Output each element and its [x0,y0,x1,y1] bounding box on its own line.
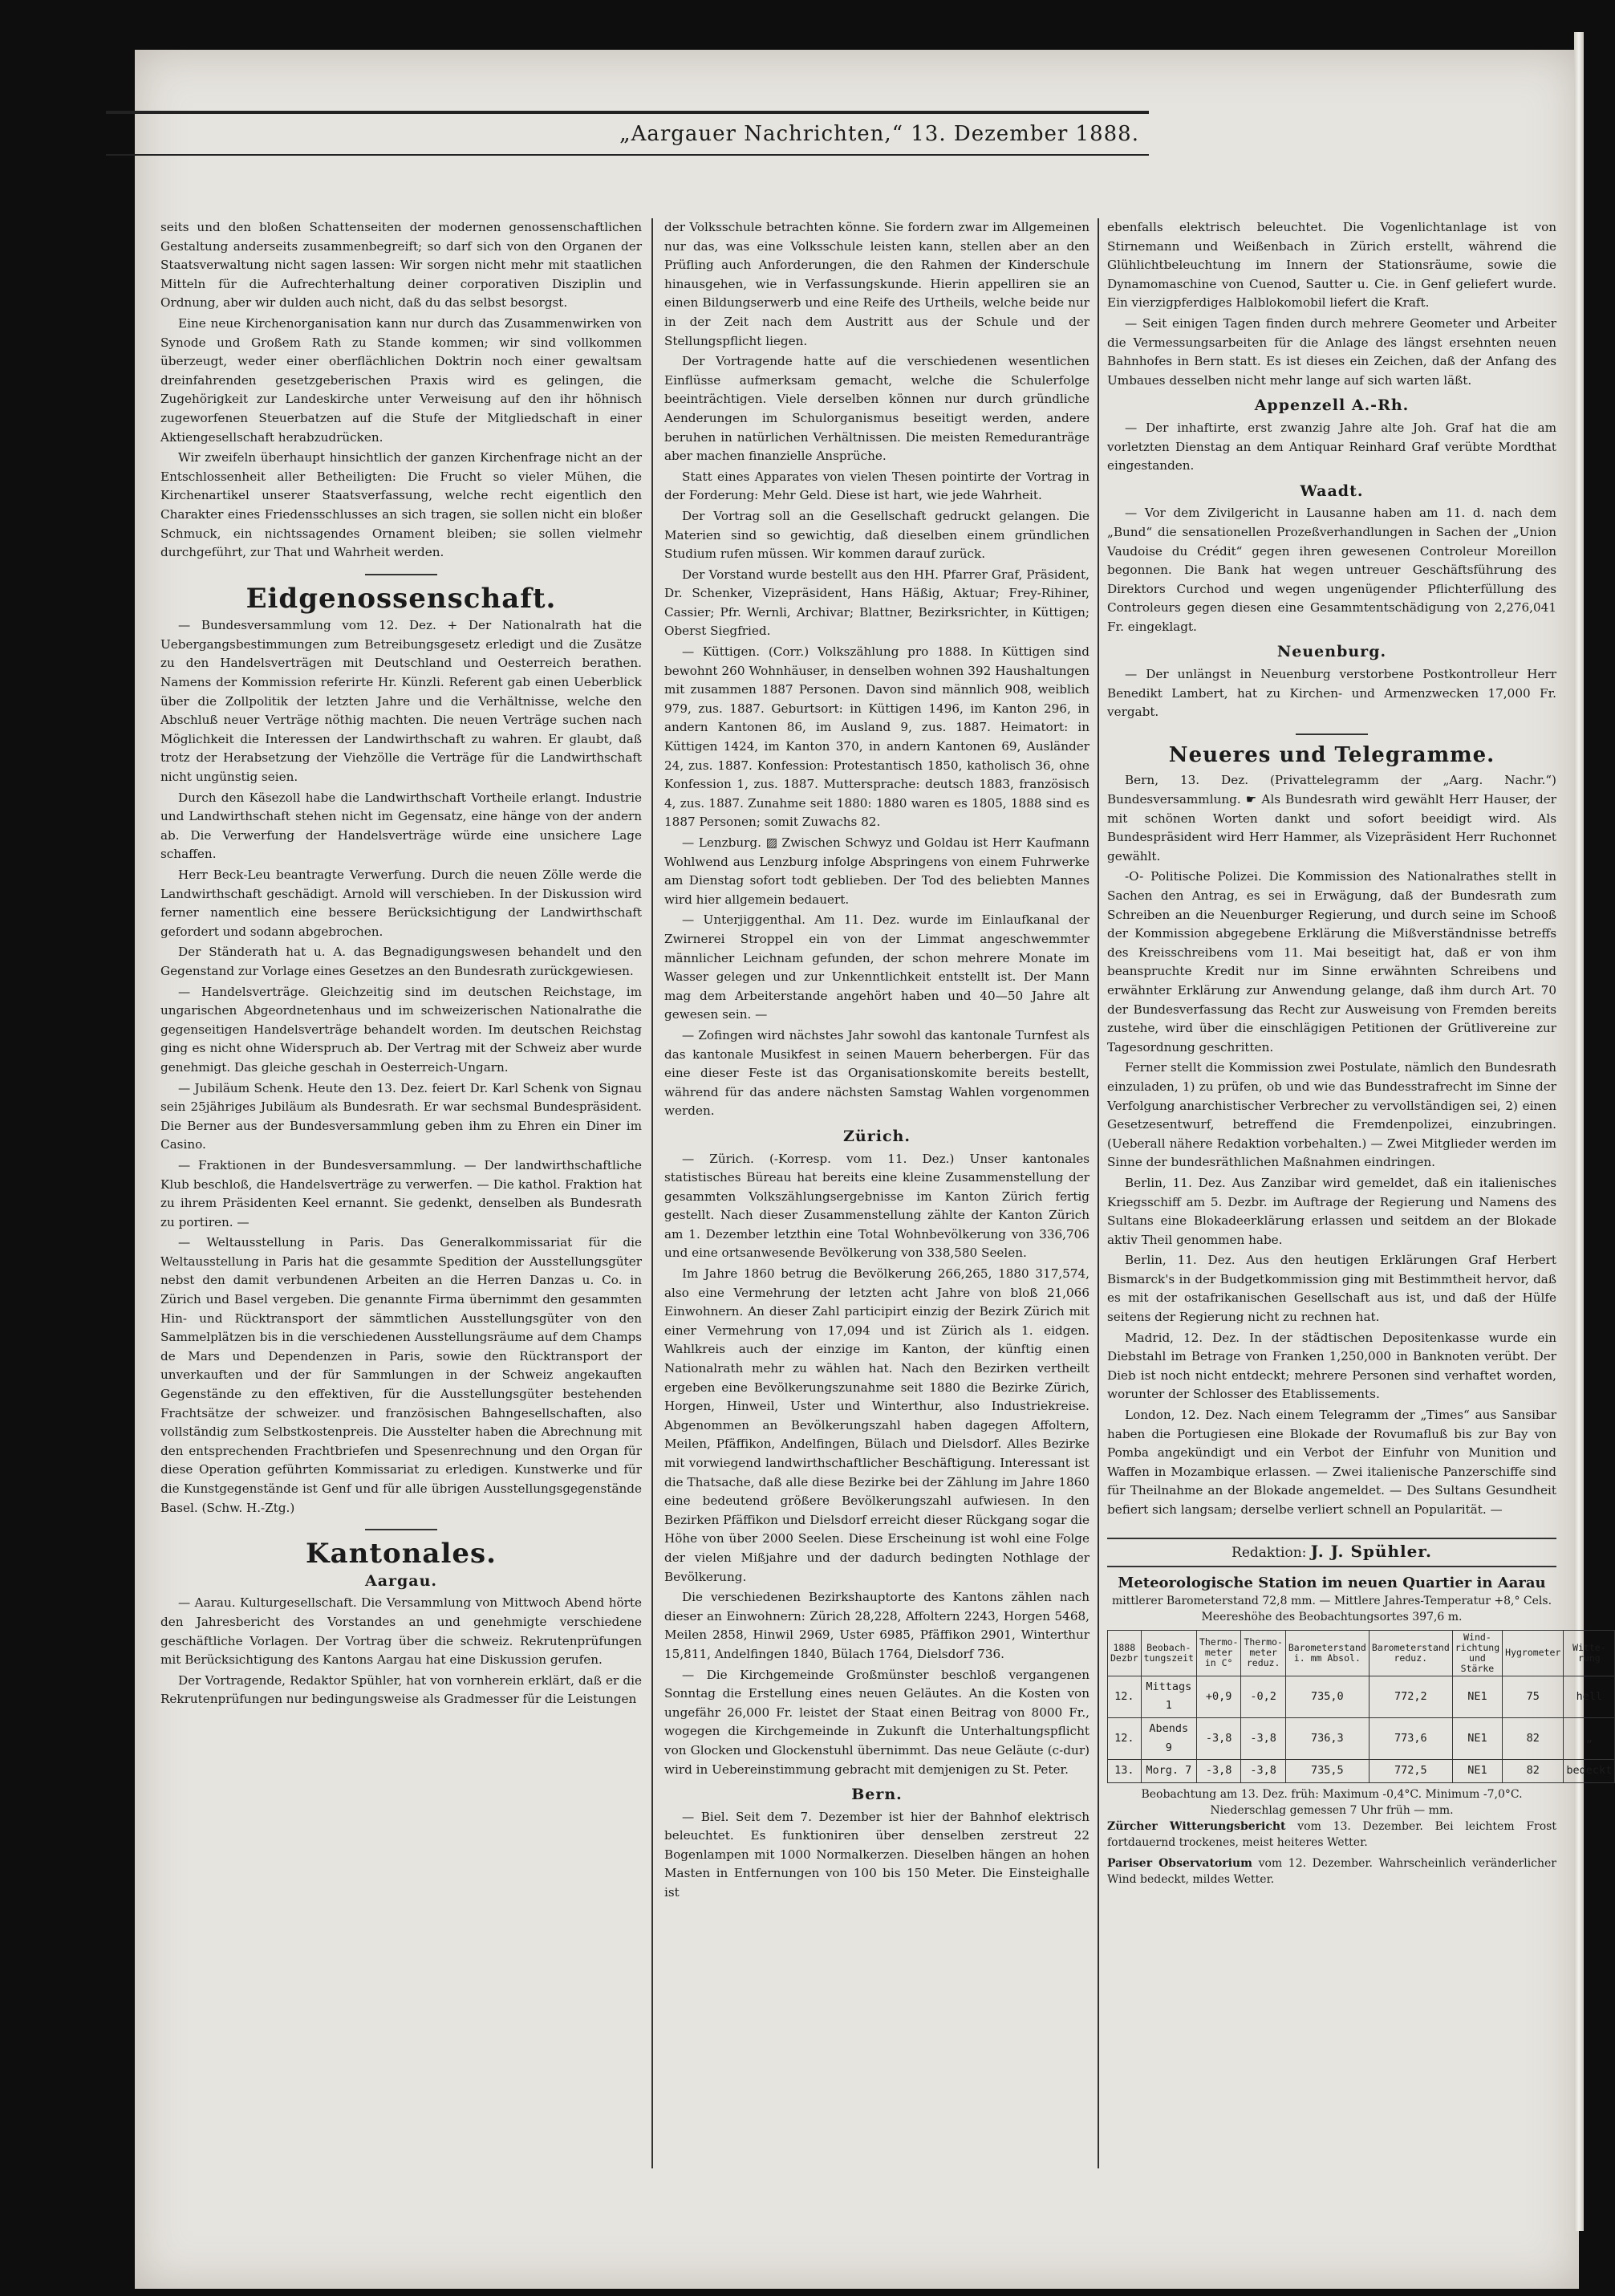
zurich-weather-report [1107,1819,1556,1851]
weather-header-cell: Barometerstand reduz. [1369,1630,1452,1676]
divider [365,1529,437,1530]
table-cell: 13. [1108,1760,1142,1783]
table-cell: 82 [1503,1760,1564,1783]
article-paragraph: — Weltausstellung in Paris. Das Generalkommissariat für die Weltausstellung in Paris hat die gesammte Spedition der Ausstellungsgüter nebst den damit verbundenen Arbeiten an die Herren Danzas u. Co. in Zürich und Basel vergeben. Die genannte Firma übernimmt den gesammten Hin- und Rücktransport der sämmtlichen Ausstellungsgüter von den Sammelplätzen bis in die verschiedenen Ausstellungsräume auf dem Champs de Mars und Dependenzen in Paris, sowie den Rücktransport der unverkauften und der für Sammlungen in der Schweiz angekauften Gegenstände zu den effektiven, für die Ausstellungsgüter bestehenden Frachtsätze der schweizer. und französischen Bahngesellschaften, also vollständig zum Selbstkostenpreis. Die Ausstelter haben die Abrechnung mit den entsprechenden Frachtbriefen und Spesenrechnung und den Organ für diese Operation geführten Kommissariat zu erledigen. Kunstwerke und für die Kunstgegenstände ist Genf und für alle übrigen Ausstellungsgegenstände Basel. (Schw. H.-Ztg.) [160,1235,642,1515]
article-paragraph: Der Vortragende, Redaktor Spühler, hat von vornherein erklärt, daß er die Rekrutenprüfungen nur bedingungsweise als Gradmesser für die Leistungen [160,1672,642,1707]
weather-header-cell: Hygrometer [1503,1630,1564,1676]
paris-observatory-report [1107,1855,1556,1888]
weather-table [1107,1630,1615,1783]
article-paragraph: — Bundesversammlung vom 12. Dez. + Der Nationalrath hat die Uebergangsbestimmungen zum Betreibungsgesetz erledigt und die Zusätze zu den Handelsverträgen mit Deutschland und Oesterreich berathen. Namens der Kommission referirte Hr. Künzli. Referent gab einen Ueberblick über die Zollpolitik der letzten Jahre und die Verhältnisse, welche den Abschluß neuer Verträge nöthig machten. Die neuen Verträge suchen nach Möglichkeit die Interessen der Landwirthschaft zu wahren. Er glaubt, daß trotz der Herabsetzung der Viehzölle die Verträge für die Landwirthschaft nicht ungünstig seien. [160,618,642,785]
article-paragraph: Eine neue Kirchenorganisation kann nur durch das Zusammenwirken von Synode und Großem Rath zu Stande kommen; wir sind vollkommen überzeugt, weder einer oberflächlichen Doktrin noch einer gewaltsam dreinfahrenden gesetzgeberischen Praxis wird es gelingen, die Zugehörigkeit zur Landeskirche unter Verweisung auf den ihr höhnisch zugeworfenen Steuerbatzen auf die Stufe der Mitgliedschaft in einer Aktiengesellschaft herabzudrücken. [160,315,642,445]
zurich-weather-text: vom 13. Dezember. Bei leichtem Frost fortdauernd trockenes, meist heiteres Wetter. [1107,1819,1556,1849]
article-paragraph: — Die Kirchgemeinde Großmünster beschloß vergangenen Sonntag die Erstellung eines neuen Geläutes. An die Kosten von ungefähr 26,000 Fr. leistet der Staat einen Beitrag von 8000 Fr., wogegen die Kirchgemeinde in Zukunft die Unterhaltungspflicht von Glocken und Glockenstuhl übernimmt. Das neue Geläute (c-dur) wird in Uebereinstimmung gebracht mit demjenigen zu St. Peter. [664,1667,1090,1777]
article-paragraph: London, 12. Dez. Nach einem Telegramm der „Times“ aus Sansibar haben die Portugiesen eine Blokade der Rovumafluß bis zur Bay von Pomba angekündigt und ein Verbot der Einfuhr von Munition und Waffen in Mozambique erlassen. — Zwei italienische Panzerschiffe sind für Theilnahme an der Blokade angemeldet. — Des Sultans Gesundheit befiert sich langsam; derselbe verliert schnell an Popularität. — [1107,1408,1556,1517]
table-cell: 12. [1108,1676,1142,1717]
table-cell: Mittags 1 [1141,1676,1196,1717]
article-paragraph: — Der unlängst in Neuenburg verstorbene Postkontrolleur Herr Benedikt Lambert, hat zu Kirchen- und Armenzwecken 17,000 Fr. vergabt. [1107,667,1556,720]
table-cell: -0,2 [1241,1676,1285,1717]
table-cell: NE1 [1452,1676,1502,1717]
divider [365,574,437,575]
table-cell: 772,2 [1369,1676,1452,1717]
column-rule [1098,218,1099,2168]
table-cell: Morg. 7 [1141,1760,1196,1783]
section-heading-kantonales: Kantonales. [306,1538,497,1571]
weather-extremes: Beobachtung am 13. Dez. früh: Maximum -0,4°C. Minimum -7,0°C. [1141,1787,1523,1801]
article-paragraph: Bern, 13. Dez. (Privattelegramm der „Aarg. Nachr.“) Bundesversammlung. ☛ Als Bundesrath wird gewählt Herr Hauser, der mit schönen Worten dankt und sofort beeidigt wird. Als Bundespräsident wird Herr Hammer, als Vizepräsident Herr Ruchonnet gewählt. [1107,773,1556,864]
article-paragraph: Madrid, 12. Dez. In der städtischen Depositenkasse wurde ein Diebstahl im Betrage von Franken 1,250,000 in Banknoten verübt. Der Dieb ist noch nicht entdeckt; mehrere Personen sind verhaftet worden, worunter der Schlosser des Etablissements. [1107,1330,1556,1402]
article-paragraph: Durch den Käsezoll habe die Landwirthschaft Vortheile erlangt. Industrie und Landwirthschaft stehen nicht im Gegensatz, eine hänge von der andern ab. Die Verwerfung der Handelsverträge würde eine unsichere Lage schaffen. [160,790,642,862]
article-paragraph: — Vor dem Zivilgericht in Lausanne haben am 11. d. nach dem „Bund“ die sensationellen Prozeßverhandlungen in Sachen der „Union Vaudoise du Crédit“ gegen ihren gewesenen Controleur Moreillon begonnen. Die Bank hat wegen untreuer Geschäftsführung des Direktors Curchod und wegen ungenügender Pflichterfüllung des Controleurs gegen diesen eine Gesammtentschädigung von 2,276,041 Fr. eingeklagt. [1107,506,1556,634]
article-paragraph: Statt eines Apparates von vielen Thesen pointirte der Vortrag in der Forderung: Mehr Geld. Diese ist hart, wie jede Wahrheit. [664,469,1090,503]
article-paragraph: — Zofingen wird nächstes Jahr sowohl das kantonale Turnfest als das kantonale Musikfest in seinen Mauern beherbergen. Für das eine dieser Feste ist das Organisationskomite bereits bestellt, während für das andere nächsten Samstag Wahlen vorgenommen werden. [664,1027,1090,1119]
table-cell: 735,0 [1285,1676,1369,1717]
table-cell: 773,6 [1369,1717,1452,1759]
table-cell: Abends 9 [1141,1717,1196,1759]
table-cell: 772,5 [1369,1760,1452,1783]
table-row [1108,1717,1615,1759]
section-heading-neueres: Neueres und Telegramme. [1168,742,1495,767]
table-cell: NE1 [1452,1717,1502,1759]
section-heading-eidgenossenschaft: Eidgenossenschaft. [245,582,557,615]
article-paragraph: — Handelsverträge. Gleichzeitig sind im deutschen Reichstage, im ungarischen Abgeordnetenhaus und im schweizerischen Nationalrathe die gegenseitigen Handelsverträge behandelt worden. Im deutschen Reichstag ging es nicht ohne Widerspruch ab. Der Vertrag mit der Schweiz aber wurde genehmigt. Das gleiche geschah in Oesterreich-Ungarn. [160,984,642,1075]
editor-name: J. J. Spühler. [1310,1541,1432,1561]
article-paragraph: Der Vortrag soll an die Gesellschaft gedruckt gelangen. Die Materien sind so gewichtig, daß dieselben einem gründlichen Studium rufen müssen. Wir kommen darauf zurück. [664,508,1090,562]
header-title: „Aargauer Nachrichten,“ 13. Dezember 1888. [619,122,1139,146]
subheading-neuenburg: Neuenburg. [1276,643,1387,661]
article-paragraph: Berlin, 11. Dez. Aus den heutigen Erklärungen Graf Herbert Bismarck's in der Budgetkommission ging mit Bestimmtheit hervor, daß es mit der ostafrikanischen Gesellschaft aus ist, und daß der Hülfe seitens der Regierung nicht zu rechnen hat. [1107,1253,1556,1325]
weather-header-cell: Witte-rung [1564,1630,1615,1676]
divider [1296,734,1368,735]
article-paragraph: — Zürich. (-Korresp. vom 11. Dez.) Unser kantonales statistisches Büreau hat bereits eine kleine Zusammenstellung der gesammten Volkszählungsergebnisse im Kanton Zürich fertig gestellt. Nach dieser Zusammenstellung zählte der Kanton Zürich am 1. Dezember letzthin eine Total Wohnbevölkerung von 336,706 und eine ortsanwesende Bevölkerung von 338,580 Seelen. [664,1151,1090,1261]
table-cell: -3,8 [1196,1717,1240,1759]
column-rule [651,218,653,2168]
weather-note [1107,1786,1556,1819]
weather-station-summary: mittlerer Barometerstand 72,8 mm. — Mittlere Jahres-Temperatur +8,° Cels. [1111,1594,1552,1607]
table-cell: hell [1564,1676,1615,1717]
subheading-zuerich: Zürich. [843,1127,911,1145]
column-1 [160,218,642,1711]
subheading-waadt: Waadt. [1300,482,1364,500]
column-2 [664,218,1090,1904]
table-cell: -3,8 [1241,1760,1285,1783]
article-paragraph: — Biel. Seit dem 7. Dezember ist hier der Bahnhof elektrisch beleuchtet. Es funktioniren über denselben zerstreut 22 Bogenlampen mit 1000 Normalkerzen. Dieselben hängen an hohen Masten in Entfernungen von 100 bis 150 Meter. Die Einsteighalle ist [664,1809,1090,1900]
article-paragraph: ebenfalls elektrisch beleuchtet. Die Vogenlichtanlage ist von Stirnemann und Weißenbach in Zürich erstellt, während die Glühlichtbeleuchtung im Innern der Stationsräume, sowie die Dynamomaschine von Cuenod, Sautter u. Cie. in Genf geliefert wurde. Ein vierzigpferdiges Halblokomobil liefert die Kraft. [1107,220,1556,311]
table-row [1108,1760,1615,1783]
editor-label: Redaktion: [1232,1544,1307,1561]
table-cell: +0,9 [1196,1676,1240,1717]
subheading-aargau: Aargau. [364,1571,438,1590]
article-paragraph: -O- Politische Polizei. Die Kommission des Nationalrathes stellt in Sachen den Antrag, es sei in Erwägung, daß der Bundesrath zum Schreiben an die Neuenburger Regierung, und durch seine im Schooß der Kommission abgegebene Erklärung die Mißverständnisse betreffs des Kreisschreibens vom 11. Mai beseitigt hat, daß er von ihm beanspruchte Kredit nur im Sinne erwähnten Schreibens und erwähnter Erklärung zur Anwendung gelange, daß ihm durch Art. 70 der Bundesverfassung das Recht zur Ausweisung von Fremden bereits zustehe, wird über die einschlägigen Petitionen der Grütlivereine zur Tagesordnung geschritten. [1107,869,1556,1055]
table-cell: NE1 [1452,1760,1502,1783]
table-cell: 735,5 [1285,1760,1369,1783]
table-cell: bedeckt [1564,1760,1615,1783]
article-paragraph: Wir zweifeln überhaupt hinsichtlich der ganzen Kirchenfrage nicht an der Entschlossenheit aller Betheiligten: Die Frucht so vieler Mühen, die Kirchenartikel unserer Staatsverfassung, welche recht eigentlich den Charakter eines Friedensschlusses an sich tragen, sie sollen nicht ein bloßer Schmuck, ein nichtssagendes Ornament bleiben; sie sollen vielmehr durchgeführt, zur That und Wahrheit werden. [160,450,642,560]
article-paragraph: Der Ständerath hat u. A. das Begnadigungswesen behandelt und den Gegenstand zur Vorlage eines Gesetzes an den Bundesrath zurückgewiesen. [160,945,642,978]
table-cell: 75 [1503,1676,1564,1717]
article-paragraph: Herr Beck-Leu beantragte Verwerfung. Durch die neuen Zölle werde die Landwirthschaft geschädigt. Arnold will verschieben. In der Diskussion wird ferner namentlich eine bessere Berücksichtigung der Landwirthschaft gefordert und sodann abgebrochen. [160,868,642,939]
weather-station-title: Meteorologische Station im neuen Quartier in Aarau [1118,1575,1546,1592]
page-edge [1574,32,1584,2231]
weather-header-cell: Thermo-meter in C° [1196,1630,1240,1676]
article-paragraph: — Lenzburg. ▨ Zwischen Schwyz und Goldau ist Herr Kaufmann Wohlwend aus Lenzburg infolge Abspringens von einem Fuhrwerke am Dienstag sofort todt geblieben. Der Tod des beliebten Mannes wird hier allgemein bedauert. [664,835,1090,907]
subheading-bern: Bern. [851,1786,903,1804]
table-cell: -3,8 [1241,1717,1285,1759]
article-paragraph: Im Jahre 1860 betrug die Bevölkerung 266,265, 1880 317,574, also eine Vermehrung der letzten acht Jahre von bloß 21,066 Einwohnern. An dieser Zahl participirt einzig der Bezirk Zürich mit einer Vermehrung von 17,094 und ist Zürich als 1. eidgen. Wahlkreis auch der einzige im Kanton, der künftig einen Nationalrath mehr zu wählen hat. Nach den Bezirken vertheilt ergeben eine Bevölkerungszunahme seit 1880 die Bezirke Zürich, Horgen, Hinweil, Uster und Winterthur, also Industriekreise. Abgenommen an Bevölkerungszahl haben dagegen Affoltern, Meilen, Pfäffikon, Andelfingen, Bülach und Dielsdorf. Alles Bezirke mit vorwiegend landwirthschaftlicher Beschäftigung. Interessant ist die Thatsache, daß alle diese Bezirke bei der Zählung im Jahre 1860 eine bedeutend größere Bevölkerungszahl aufwiesen. In den Bezirken Pfäffikon und Dielsdorf erreicht dieser Rückgang sogar die Höhe von über 2000 Seelen. Diese Erscheinung ist wohl eine Folge der vielen Mißjahre und der dadurch bedingten Nothlage der Bevölkerung. [664,1266,1090,1584]
article-paragraph: — Aarau. Kulturgesellschaft. Die Versammlung von Mittwoch Abend hörte den Jahresbericht des Vorstandes an und genehmigte verschiedene geschäftliche Vorlagen. Der Vortrag über die schweiz. Rekrutenprüfungen mit Berücksichtigung des Kantons Aargau hat eine Diskussion gerufen. [160,1595,642,1668]
subheading-appenzell: Appenzell A.-Rh. [1254,396,1410,415]
table-row [1108,1676,1615,1717]
article-paragraph: Der Vortragende hatte auf die verschiedenen wesentlichen Einflüsse aufmerksam gemacht, welche die Schulerfolge beeinträchtigen. Viele derselben können nur durch gründliche Aenderungen im Schulorganismus beseitigt werden, andere beruhen in natürlichen Verhältnissen. Die meisten Remeduranträge aber machen finanzielle Ansprüche. [664,354,1090,464]
zurich-weather-title: Zürcher Witterungsbericht [1107,1819,1286,1833]
weather-header-cell: Thermo-meter reduz. [1241,1630,1285,1676]
newspaper-header [106,111,1149,156]
weather-header-cell: Barometerstand i. mm Absol. [1285,1630,1369,1676]
article-paragraph: — Der inhaftirte, erst zwanzig Jahre alte Joh. Graf hat die am vorletzten Dienstag an dem Antiquar Reinhard Graf verübte Mordthat eingestanden. [1107,420,1556,473]
article-paragraph: seits und den bloßen Schattenseiten der modernen genossenschaftlichen Gestaltung anderseits zusammenbegreift; so darf sich von den Organen der Staatsverwaltung nicht sagen lassen: Wir sorgen nicht mehr mit staatlichen Mitteln für die Aufrechterhaltung deiner corporativen Disziplin und Ordnung, aber wir dulden auch nicht, daß du das selbst besorgst. [160,220,642,311]
article-paragraph: — Küttigen. (Corr.) Volkszählung pro 1888. In Küttigen sind bewohnt 260 Wohnhäuser, in denselben wohnen 392 Haushaltungen mit zusammen 1887 Personen. Davon sind männlich 908, weiblich 979, zus. 1887. Geburtsort: in Küttigen 1496, im Kanton 296, in andern Kantonen 86, im Ausland 9, zus. 1887. Heimatort: in Küttigen 1424, im Kanton 370, in andern Kantonen 69, Ausländer 24, zus. 1887. Konfession: Protestantisch 1850, katholisch 36, ohne Konfession 1, zus. 1887. Muttersprache: deutsch 1883, französisch 4, zus. 1887. Zunahme seit 1880: 1880 waren es 1805, 1888 sind es 1887 Personen; somit Zuwachs 82. [664,644,1090,830]
article-paragraph: Ferner stellt die Kommission zwei Postulate, nämlich den Bundesrath einzuladen, 1) zu prüfen, ob und wie das Bundesstrafrecht im Sinne der Verfolgung anarchistischer Verbrecher zu vervollständigen sei, 2) einen Gesetzesentwurf, betreffend die Fremdenpolizei, einzubringen. (Ueberall nähere Redaktion vorbehalten.) — Zwei Mitglieder werden im Sinne der bundesräthlichen Maßnahmen eindringen. [1107,1060,1556,1170]
weather-header-cell: Beobach-tungszeit [1141,1630,1196,1676]
weather-station-altitude: Meereshöhe des Beobachtungsortes 397,6 m. [1201,1610,1463,1623]
weather-precipitation: Niederschlag gemessen 7 Uhr früh — mm. [1210,1803,1454,1817]
article-paragraph: — Jubiläum Schenk. Heute den 13. Dez. feiert Dr. Karl Schenk von Signau sein 25jähriges Jubiläum als Bundesrath. Er war sechsmal Bundespräsident. Die Berner aus der Bundesversammlung geben ihm zu Ehren ein Diner im Casino. [160,1080,642,1152]
article-paragraph: der Volksschule betrachten könne. Sie fordern zwar im Allgemeinen nur das, was eine Volksschule leisten kann, stellen aber an den Prüfling auch Anforderungen, die den Rahmen der Kinderschule hinausgehen, wie in Verfassungskunde. Hierin appelliren sie an einen Bildungserwerb und eine Reife des Urtheils, welche beide nur in der Zeit nach dem Austritt aus der Schule und der Stellungspflicht liegen. [664,220,1090,348]
article-paragraph: Berlin, 11. Dez. Aus Zanzibar wird gemeldet, daß ein italienisches Kriegsschiff am 5. Dezbr. im Auftrage der Regierung und Namens des Sultans eine Blokadeerklärung erlassen und seitdem an der Blokade aktiv Theil genommen habe. [1107,1175,1556,1247]
editor-line [1107,1538,1556,1568]
table-cell: 12. [1108,1717,1142,1759]
table-cell: „ [1564,1717,1615,1759]
article-paragraph: — Fraktionen in der Bundesversammlung. — Der landwirthschaftliche Klub beschloß, die Handelsverträge zu verwerfen. — Die kathol. Fraktion hat zu ihrem Präsidenten Keel ernannt. Sie gedenkt, denselben als Bundesrath zu portiren. — [160,1157,642,1229]
weather-header-cell: Wind-richtung und Stärke [1452,1630,1502,1676]
weather-header-cell: 1888 Dezbr [1108,1630,1142,1676]
column-3 [1107,218,1613,1888]
article-paragraph: Die verschiedenen Bezirkshauptorte des Kantons zählen nach dieser an Einwohnern: Zürich 28,228, Affoltern 2243, Horgen 5468, Meilen 2858, Hinwil 2969, Uster 6985, Pfäffikon 2901, Winterthur 15,811, Andelfingen 1840, Bülach 1764, Dielsdorf 736. [664,1590,1090,1661]
table-cell: 736,3 [1285,1717,1369,1759]
article-paragraph: — Seit einigen Tagen finden durch mehrere Geometer und Arbeiter die Vermessungsarbeiten für die Anlage des längst ersehnten neuen Bahnhofes in Bern statt. Es ist dieses ein Zeichen, daß der Anfang des Umbaues desselben nicht mehr lange auf sich warten läßt. [1107,315,1556,388]
table-cell: -3,8 [1196,1760,1240,1783]
paris-observatory-text: vom 12. Dezember. Wahrscheinlich veränderlicher Wind bedeckt, mildes Wetter. [1107,1856,1557,1886]
weather-table-header [1108,1630,1615,1676]
article-paragraph: Der Vorstand wurde bestellt aus den HH. Pfarrer Graf, Präsident, Dr. Schenker, Vizepräsident, Hans Häßig, Aktuar; Frey-Rihiner, Cassier; Pfr. Wernli, Archivar; Blattner, Bezirksrichter, in Küttigen; Oberst Siegfried. [664,567,1090,639]
paris-observatory-title: Pariser Observatorium [1107,1856,1252,1870]
article-paragraph: — Unterjiggenthal. Am 11. Dez. wurde im Einlaufkanal der Zwirnerei Stroppel ein von der Limmat angeschwemmter männlicher Leichnam gefunden, der schon mehrere Monate im Wasser gelegen und zur Unkenntlichkeit entstellt ist. Der Mann mag dem Arbeiterstande angehört haben und 40—50 Jahre alt gewesen sein. — [664,912,1090,1022]
table-cell: 82 [1503,1717,1564,1759]
